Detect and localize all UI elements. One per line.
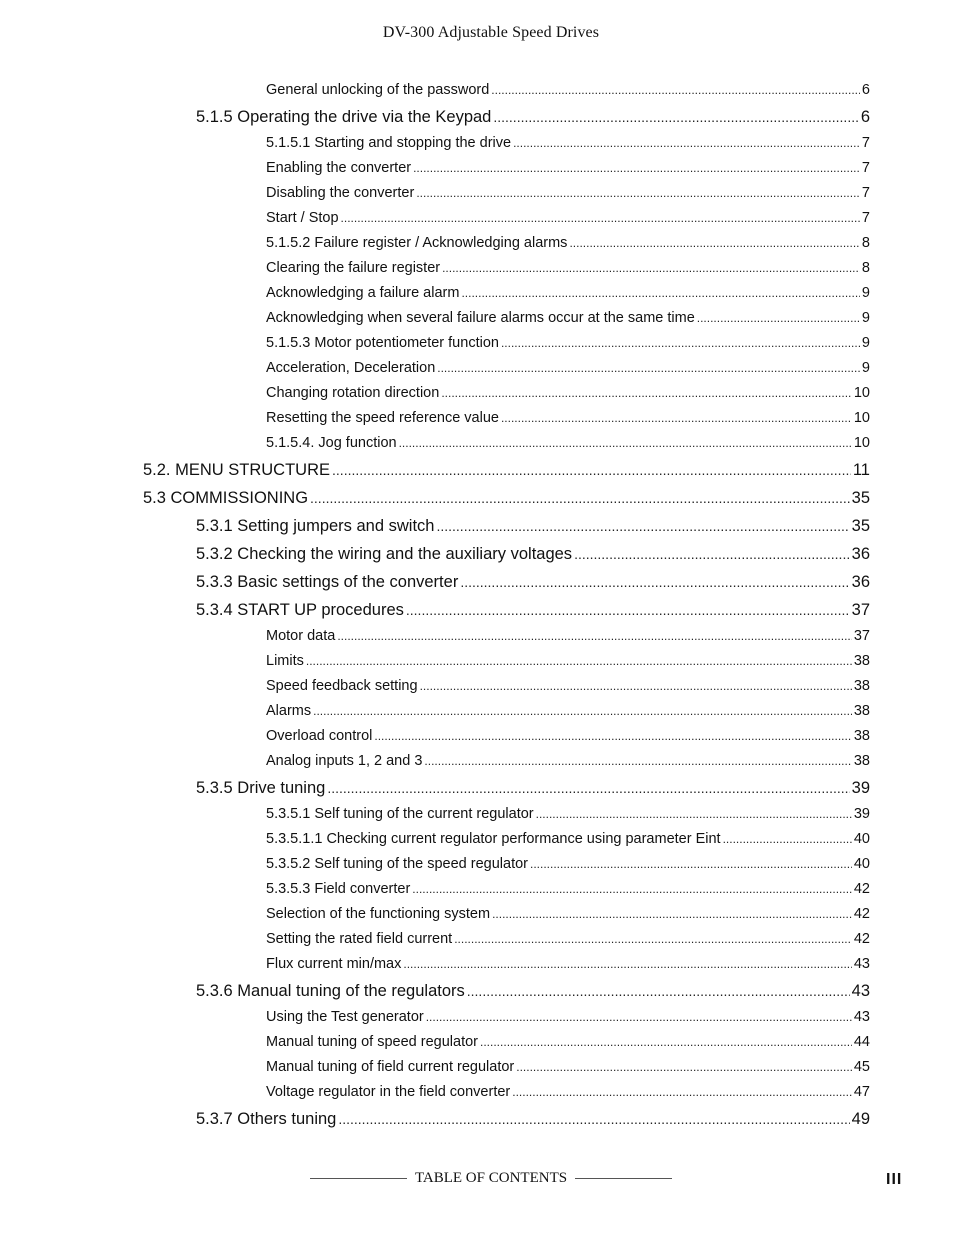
toc-entry-page: 42 bbox=[853, 906, 870, 922]
toc-entry-title: 5.3.5.1 Self tuning of the current regulator bbox=[266, 806, 534, 822]
dot-leader bbox=[420, 679, 852, 693]
toc-entry-title: 5.3 COMMISSIONING bbox=[143, 489, 309, 507]
dot-leader bbox=[337, 629, 852, 643]
toc-entry[interactable] bbox=[266, 335, 870, 351]
toc-entry-page: 43 bbox=[853, 956, 870, 972]
toc-entry-page: 39 bbox=[851, 779, 870, 797]
toc-entry-page: 38 bbox=[853, 703, 870, 719]
toc-entry[interactable] bbox=[266, 260, 870, 276]
toc-entry[interactable] bbox=[266, 360, 870, 376]
dot-leader bbox=[403, 957, 851, 971]
toc-entry[interactable] bbox=[266, 385, 870, 401]
toc-entry-page: 6 bbox=[860, 108, 870, 126]
toc-entry[interactable] bbox=[266, 310, 870, 326]
toc-entry-page: 37 bbox=[853, 628, 870, 644]
toc-entry-page: 43 bbox=[851, 982, 870, 1000]
dot-leader bbox=[501, 411, 852, 425]
toc-entry-page: 7 bbox=[861, 185, 870, 201]
toc-entry[interactable] bbox=[266, 82, 870, 98]
toc-entry[interactable] bbox=[266, 1009, 870, 1025]
toc-entry-title: Resetting the speed reference value bbox=[266, 410, 499, 426]
dot-leader bbox=[424, 754, 851, 768]
toc-entry-page: 42 bbox=[853, 881, 870, 897]
toc-entry-page: 40 bbox=[853, 831, 870, 847]
toc-entry[interactable] bbox=[196, 779, 870, 798]
toc-entry-title: Clearing the failure register bbox=[266, 260, 441, 276]
toc-entry-page: 43 bbox=[853, 1009, 870, 1025]
dot-leader bbox=[574, 546, 850, 562]
toc-entry[interactable] bbox=[196, 1110, 870, 1129]
toc-entry-page: 35 bbox=[851, 517, 870, 535]
dot-leader bbox=[493, 109, 858, 125]
dot-leader bbox=[437, 361, 860, 375]
toc-entry[interactable] bbox=[266, 210, 870, 226]
toc-entry-title: 5.3.2 Checking the wiring and the auxiliary voltages bbox=[196, 545, 573, 563]
toc-entry[interactable] bbox=[266, 703, 870, 719]
toc-entry-title: Enabling the converter bbox=[266, 160, 412, 176]
toc-entry-title: 5.1.5.4. Jog function bbox=[266, 435, 397, 451]
toc-entry-page: 38 bbox=[853, 728, 870, 744]
dot-leader bbox=[467, 983, 850, 999]
toc-entry-page: 8 bbox=[861, 235, 870, 251]
toc-entry-title: Using the Test generator bbox=[266, 1009, 424, 1025]
dot-leader bbox=[460, 574, 849, 590]
toc-entry-title: Disabling the converter bbox=[266, 185, 415, 201]
dot-leader bbox=[441, 386, 852, 400]
dot-leader bbox=[697, 311, 860, 325]
toc-entry-title: 5.3.1 Setting jumpers and switch bbox=[196, 517, 435, 535]
toc-entry[interactable] bbox=[196, 601, 870, 620]
dot-leader bbox=[310, 490, 850, 506]
toc-entry-title: Acknowledging when several failure alarms occur at the same time bbox=[266, 310, 695, 326]
toc-entry-title: Acknowledging a failure alarm bbox=[266, 285, 460, 301]
toc-entry-title: Speed feedback setting bbox=[266, 678, 418, 694]
toc-entry-page: 9 bbox=[861, 335, 870, 351]
toc-entry-title: General unlocking of the password bbox=[266, 82, 490, 98]
dot-leader bbox=[306, 654, 852, 668]
toc-entry[interactable] bbox=[266, 856, 870, 872]
dot-leader bbox=[327, 780, 849, 796]
toc-entry[interactable] bbox=[266, 931, 870, 947]
toc-entry-title: Voltage regulator in the field converter bbox=[266, 1084, 511, 1100]
page-footer bbox=[310, 1170, 672, 1187]
dot-leader bbox=[413, 161, 860, 175]
dot-leader bbox=[332, 462, 851, 478]
toc-entry-title: 5.2. MENU STRUCTURE bbox=[143, 461, 331, 479]
toc-entry-page: 9 bbox=[861, 360, 870, 376]
toc-entry-title: 5.3.5.3 Field converter bbox=[266, 881, 411, 897]
dot-leader bbox=[569, 236, 859, 250]
toc-entry[interactable] bbox=[266, 881, 870, 897]
toc-entry-title: 5.1.5.1 Starting and stopping the drive bbox=[266, 135, 512, 151]
toc-entry-page: 7 bbox=[861, 135, 870, 151]
dot-leader bbox=[516, 1060, 852, 1074]
toc-entry[interactable] bbox=[266, 728, 870, 744]
toc-entry-title: Manual tuning of field current regulator bbox=[266, 1059, 515, 1075]
toc-entry[interactable] bbox=[266, 135, 870, 151]
toc-entry[interactable] bbox=[196, 517, 870, 536]
footer-rule-left bbox=[310, 1178, 407, 1179]
toc-entry-page: 44 bbox=[853, 1034, 870, 1050]
toc-entry[interactable] bbox=[196, 108, 870, 127]
toc-entry-page: 7 bbox=[861, 160, 870, 176]
dot-leader bbox=[512, 1085, 852, 1099]
toc-entry-page: 8 bbox=[861, 260, 870, 276]
toc-entry-title: Manual tuning of speed regulator bbox=[266, 1034, 479, 1050]
footer-rule-right bbox=[575, 1178, 672, 1179]
dot-leader bbox=[341, 211, 860, 225]
toc-entry-page: 49 bbox=[851, 1110, 870, 1128]
toc-entry-page: 11 bbox=[852, 461, 870, 479]
dot-leader bbox=[374, 729, 851, 743]
toc-entry-page: 37 bbox=[851, 601, 870, 619]
toc-entry[interactable] bbox=[143, 461, 870, 480]
toc-entry[interactable] bbox=[266, 185, 870, 201]
page-number: III bbox=[886, 1171, 903, 1188]
toc-entry-page: 38 bbox=[853, 678, 870, 694]
toc-entry-title: Start / Stop bbox=[266, 210, 339, 226]
toc-entry-title: Analog inputs 1, 2 and 3 bbox=[266, 753, 423, 769]
toc-entry[interactable] bbox=[266, 653, 870, 669]
toc-entry[interactable] bbox=[266, 628, 870, 644]
toc-entry[interactable] bbox=[196, 545, 870, 564]
toc-entry[interactable] bbox=[266, 235, 870, 251]
toc-entry[interactable] bbox=[266, 410, 870, 426]
toc-entry-page: 10 bbox=[853, 435, 870, 451]
dot-leader bbox=[406, 602, 850, 618]
dot-leader bbox=[501, 336, 860, 350]
toc-entry[interactable] bbox=[266, 1084, 870, 1100]
dot-leader bbox=[461, 286, 859, 300]
toc-entry[interactable] bbox=[266, 753, 870, 769]
toc-entry-page: 42 bbox=[853, 931, 870, 947]
toc-entry-page: 9 bbox=[861, 310, 870, 326]
toc-entry-page: 10 bbox=[853, 410, 870, 426]
toc-entry-title: 5.3.5.1.1 Checking current regulator performance using parameter Eint bbox=[266, 831, 721, 847]
dot-leader bbox=[454, 932, 852, 946]
toc-entry-page: 36 bbox=[851, 545, 870, 563]
toc-entry-title: 5.1.5.3 Motor potentiometer function bbox=[266, 335, 499, 351]
dot-leader bbox=[492, 907, 852, 921]
toc-entry[interactable] bbox=[266, 1034, 870, 1050]
dot-leader bbox=[313, 704, 852, 718]
toc-entry-title: Setting the rated field current bbox=[266, 931, 453, 947]
toc-entry[interactable] bbox=[266, 831, 870, 847]
running-header: DV-300 Adjustable Speed Drives bbox=[382, 24, 600, 41]
dot-leader bbox=[530, 857, 852, 871]
toc-entry-title: Limits bbox=[266, 653, 304, 669]
toc-entry-page: 40 bbox=[853, 856, 870, 872]
toc-entry-page: 47 bbox=[853, 1084, 870, 1100]
toc-entry[interactable] bbox=[143, 489, 870, 508]
toc-entry[interactable] bbox=[266, 1059, 870, 1075]
toc-entry-page: 6 bbox=[861, 82, 870, 98]
toc-entry-page: 7 bbox=[861, 210, 870, 226]
toc-entry-page: 9 bbox=[861, 285, 870, 301]
dot-leader bbox=[338, 1111, 849, 1127]
toc-entry[interactable] bbox=[266, 285, 870, 301]
toc-entry-title: Overload control bbox=[266, 728, 373, 744]
toc-entry-title: Motor data bbox=[266, 628, 336, 644]
dot-leader bbox=[513, 136, 860, 150]
dot-leader bbox=[480, 1035, 852, 1049]
toc-entry-page: 38 bbox=[853, 653, 870, 669]
toc-entry[interactable] bbox=[266, 678, 870, 694]
toc-entry-title: Alarms bbox=[266, 703, 312, 719]
toc-entry-title: Changing rotation direction bbox=[266, 385, 440, 401]
dot-leader bbox=[412, 882, 852, 896]
toc-entry-page: 36 bbox=[851, 573, 870, 591]
toc-entry-title: 5.3.6 Manual tuning of the regulators bbox=[196, 982, 465, 1000]
toc-entry-title: 5.3.4 START UP procedures bbox=[196, 601, 404, 619]
toc-entry-page: 38 bbox=[853, 753, 870, 769]
dot-leader bbox=[416, 186, 860, 200]
toc-entry-title: 5.1.5.2 Failure register / Acknowledging alarms bbox=[266, 235, 568, 251]
dot-leader bbox=[426, 1010, 852, 1024]
dot-leader bbox=[491, 83, 860, 97]
toc-entry-title: Selection of the functioning system bbox=[266, 906, 491, 922]
toc-entry-title: 5.1.5 Operating the drive via the Keypad bbox=[196, 108, 492, 126]
toc-entry-page: 10 bbox=[853, 385, 870, 401]
footer-section-label: TABLE OF CONTENTS bbox=[414, 1170, 568, 1186]
toc-entry[interactable] bbox=[266, 435, 870, 451]
toc-entry[interactable] bbox=[266, 806, 870, 822]
toc-entry-title: 5.3.3 Basic settings of the converter bbox=[196, 573, 459, 591]
dot-leader bbox=[536, 807, 852, 821]
toc-entry-title: 5.3.7 Others tuning bbox=[196, 1110, 337, 1128]
toc-entry-title: Flux current min/max bbox=[266, 956, 402, 972]
dot-leader bbox=[723, 832, 852, 846]
toc-entry-page: 45 bbox=[853, 1059, 870, 1075]
dot-leader bbox=[442, 261, 860, 275]
toc-entry-title: 5.3.5.2 Self tuning of the speed regulator bbox=[266, 856, 528, 872]
dot-leader bbox=[399, 436, 852, 450]
toc-entry[interactable] bbox=[266, 956, 870, 972]
toc-entry[interactable] bbox=[196, 573, 870, 592]
toc-entry[interactable] bbox=[196, 982, 870, 1001]
toc-entry-page: 39 bbox=[853, 806, 870, 822]
toc-entry-page: 35 bbox=[851, 489, 870, 507]
toc-entry[interactable] bbox=[266, 160, 870, 176]
toc-entry[interactable] bbox=[266, 906, 870, 922]
toc-entry-title: Acceleration, Deceleration bbox=[266, 360, 436, 376]
dot-leader bbox=[436, 518, 849, 534]
toc-entry-title: 5.3.5 Drive tuning bbox=[196, 779, 326, 797]
